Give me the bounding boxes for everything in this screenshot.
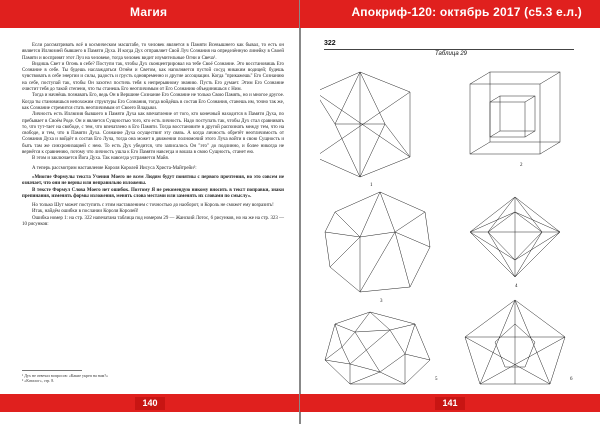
figure-rule xyxy=(324,49,574,50)
paragraph: Но только Шут может поступить с этим наставлением с точностью до наоборот, и Король не сможет ему возразить! xyxy=(32,203,274,209)
right-page xyxy=(300,0,600,424)
figure-label: 2 xyxy=(520,163,523,168)
left-header-bar xyxy=(0,0,300,28)
figure-6-stellated xyxy=(465,300,565,384)
figure-label: 5 xyxy=(435,377,438,382)
figure-label: 3 xyxy=(380,299,383,304)
paragraph: Тогда и начнёшь познавать Его, ведь Он в Вершине Сознание Его Сознание не только Свою Память, но и многое другое. Когда ты становишься непохожим структуры Его Сознания, тогда войдёшь в состав Его Сознания, станешь им, точно так же, как Сознание стремится стать неотличимым от Своего Владыки. xyxy=(22,93,284,111)
paragraph: Если рассматривать всё в космическом масштабе, то человек является в Памяти Всевышнего как бывал, то есть он является Иллюзией бывшего в Памяти Духа. И когда Дух отправляет Свой Луч Сознания на определённую линейку в Своей Памяти и воспринят этот Луч на человеке, тогда человек видит изумительные Огни и Свеча¹. xyxy=(22,43,284,61)
left-page-number: 140 xyxy=(135,397,165,410)
figure-3-cuboctahedron xyxy=(325,192,430,292)
figure-4-diamond xyxy=(470,197,560,277)
polyhedra-figures xyxy=(320,62,580,388)
right-header-title: Апокриф-120: октябрь 2017 (с5.3 е.л.) xyxy=(351,5,582,19)
paragraph: Личность есть Иллюзия бывшего в Памяти Духа как впечатление от того, кто конечный находится в Памяти Духа, по пребывает в Своём Роде. Он и является Сущностью того, кто есть личность. Надо поступать так, чтобы Дух стал сравнивать то, что тут-тает на свободе, с тем, что впечатлено в Его Памяти. Тогда восстановите в другой распознать между тем, что на свободе, и тем, что в Памяти Духа. Сознание Духа осуществит эту связь. А когда личность обретёт неотличимость от Сознания Духа и войдёт в состав Его Луча, тогда она может в движении полномочий этого Луча войти в свою Сущность и быть там же синхронизацией с нею. То есть Дух убедится, что записалось Он "это" до подлинно, и более никогда не вернётся к сравнению, потому что личность ушла к Его Памяти навсегда и вошла в свою Сущность, станет ею. xyxy=(22,112,284,156)
intro-line: А теперь рассмотрим наставление Короля Королей Иисуса Христа-Майтрейи²: xyxy=(32,165,197,171)
left-header-title: Магия xyxy=(130,5,168,19)
left-text-column xyxy=(22,43,284,228)
figure-label: 4 xyxy=(515,284,518,289)
right-page-number: 141 xyxy=(435,397,465,410)
paragraph: Ошибка номер 1: на стр. 322 напечатана таблица под номером 29 — Жанский Лотос, 6 рисунков, но на же на стр. 323 — 10 рисунков: xyxy=(22,215,284,228)
left-footer-bar xyxy=(0,394,300,412)
paragraph-emphasis: В этом и заключается Йога Духа. Так навсегда устраняется Майя. xyxy=(32,156,170,162)
figure-2-cube xyxy=(470,72,560,154)
figure-5-icosahedron xyxy=(325,312,430,384)
footnote-rule xyxy=(22,370,82,371)
figure-label: 6 xyxy=(570,377,573,382)
right-footer-bar xyxy=(300,394,600,412)
footnotes xyxy=(22,370,222,384)
footnote: ² «Каталог», стр. 8. xyxy=(22,378,55,384)
quote-paragraph: В тексте Формул Слова Моего нет ошибок. Поэтому Я не рекомендую никому вносить в текст поправки, знаки препинания, изменять формы изложения, менять слова местами или заменять их словами по смыслу». xyxy=(22,187,284,199)
right-header-bar xyxy=(300,0,600,28)
footnote: ¹ Дух не отвечал вопросов: «Какие укреп на нам?» xyxy=(22,373,109,378)
figure-label: 1 xyxy=(370,183,373,188)
figure-caption: Таблица 29 xyxy=(435,51,468,57)
paragraph: Итак, найдём ошибки в послании Короля Королей! xyxy=(32,209,139,215)
figure-1-octahedron xyxy=(320,72,410,177)
paragraph: Видишь Свет и Огонь в себе? Поступи так, чтобы Дух сконцентрировал на тебе Своё Сознание. Это восстановишь Его Сознание в себе. Ты будешь наслаждаться Огнём и Светом, как наполняется пустой сосуд никаким водицей; будешь чувствовать в себе энергии и силы, радость и грусть одновременно и другие ассоциации. Когда "прикажешь" Его Сознанию на себе, поступай так, чтобы Он захотел постичь тебя к непрерывному знанию. Пусть Его думает. Этим Его Сознание очистит тебя до такой степени, что ты станешь Его неотличимым от Его Сознанию объединишься с Ним. xyxy=(22,61,284,93)
quote-paragraph: «Многие Формулы текста Учения Моего не всем Людям будут понятны с первого прочтения, но это совсем не означает, что они не верны или неправильно изложены. xyxy=(22,174,284,187)
figure-page-number: 322 xyxy=(324,40,336,47)
